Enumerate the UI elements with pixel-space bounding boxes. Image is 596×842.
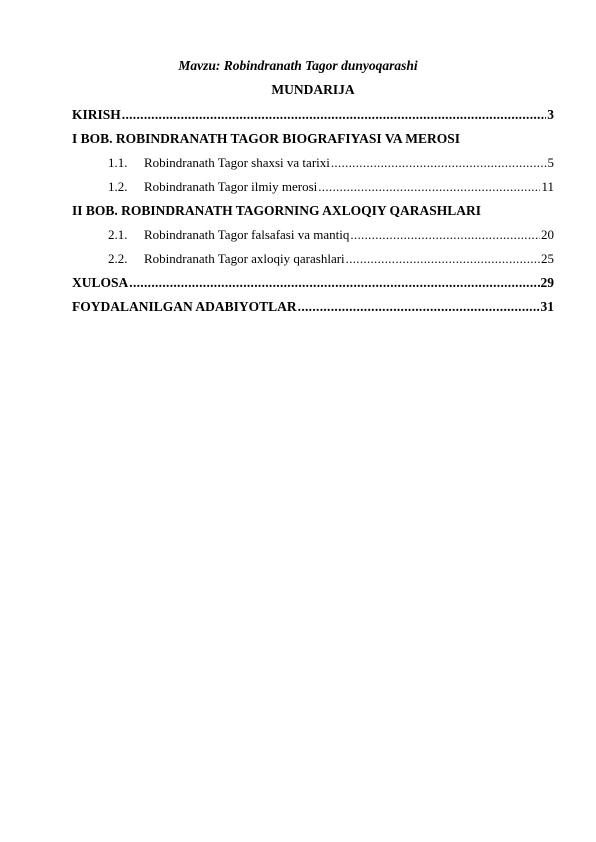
toc-entry-label: II BOB. ROBINDRANATH TAGORNING AXLOQIY QARASHLARI bbox=[72, 203, 482, 218]
toc-page-number: 20 bbox=[541, 227, 554, 242]
toc-entry-kirish bbox=[72, 104, 554, 128]
toc-section-number: 1.1. bbox=[108, 155, 128, 170]
toc-chapter-1 bbox=[72, 128, 554, 152]
toc-chapter-2 bbox=[72, 200, 554, 224]
dot-leader bbox=[331, 152, 547, 174]
toc-entry-label: I BOB. ROBINDRANATH TAGOR BIOGRAFIYASI VA MEROSI bbox=[72, 131, 460, 146]
dot-leader bbox=[122, 104, 546, 126]
toc-section-number: 2.1. bbox=[108, 227, 128, 242]
dot-leader bbox=[346, 248, 540, 270]
toc-heading: MUNDARIJA bbox=[271, 82, 355, 97]
dot-leader bbox=[318, 176, 540, 198]
document-title: Mavzu: Robindranath Tagor dunyoqarashi bbox=[178, 58, 418, 73]
toc-entry-label: Robindranath Tagor ilmiy merosi bbox=[144, 179, 318, 194]
toc-entry-label: Robindranath Tagor axloqiy qarashlari bbox=[144, 251, 345, 266]
toc-page-number: 3 bbox=[547, 107, 554, 122]
toc-section-2-1 bbox=[72, 224, 554, 248]
table-of-contents bbox=[72, 104, 554, 320]
toc-page-number: 11 bbox=[541, 179, 554, 194]
toc-entry-label: XULOSA bbox=[72, 275, 129, 290]
toc-entry-xulosa bbox=[72, 272, 554, 296]
toc-section-1-1 bbox=[72, 152, 554, 176]
toc-page-number: 5 bbox=[547, 155, 554, 170]
dot-leader bbox=[129, 272, 539, 294]
toc-section-2-2 bbox=[72, 248, 554, 272]
toc-section-number: 1.2. bbox=[108, 179, 128, 194]
toc-page-number: 25 bbox=[541, 251, 554, 266]
toc-entry-label: FOYDALANILGAN ADABIYOTLAR bbox=[72, 299, 297, 314]
toc-entry-label: KIRISH bbox=[72, 107, 121, 122]
toc-entry-adabiyotlar bbox=[72, 296, 554, 320]
toc-page-number: 29 bbox=[540, 275, 554, 290]
toc-page-number: 31 bbox=[540, 299, 554, 314]
toc-section-1-2 bbox=[72, 176, 554, 200]
toc-entry-label: Robindranath Tagor shaxsi va tarixi bbox=[144, 155, 330, 170]
toc-section-number: 2.2. bbox=[108, 251, 128, 266]
toc-entry-label: Robindranath Tagor falsafasi va mantiq bbox=[144, 227, 350, 242]
dot-leader bbox=[298, 296, 540, 318]
dot-leader bbox=[350, 224, 540, 246]
